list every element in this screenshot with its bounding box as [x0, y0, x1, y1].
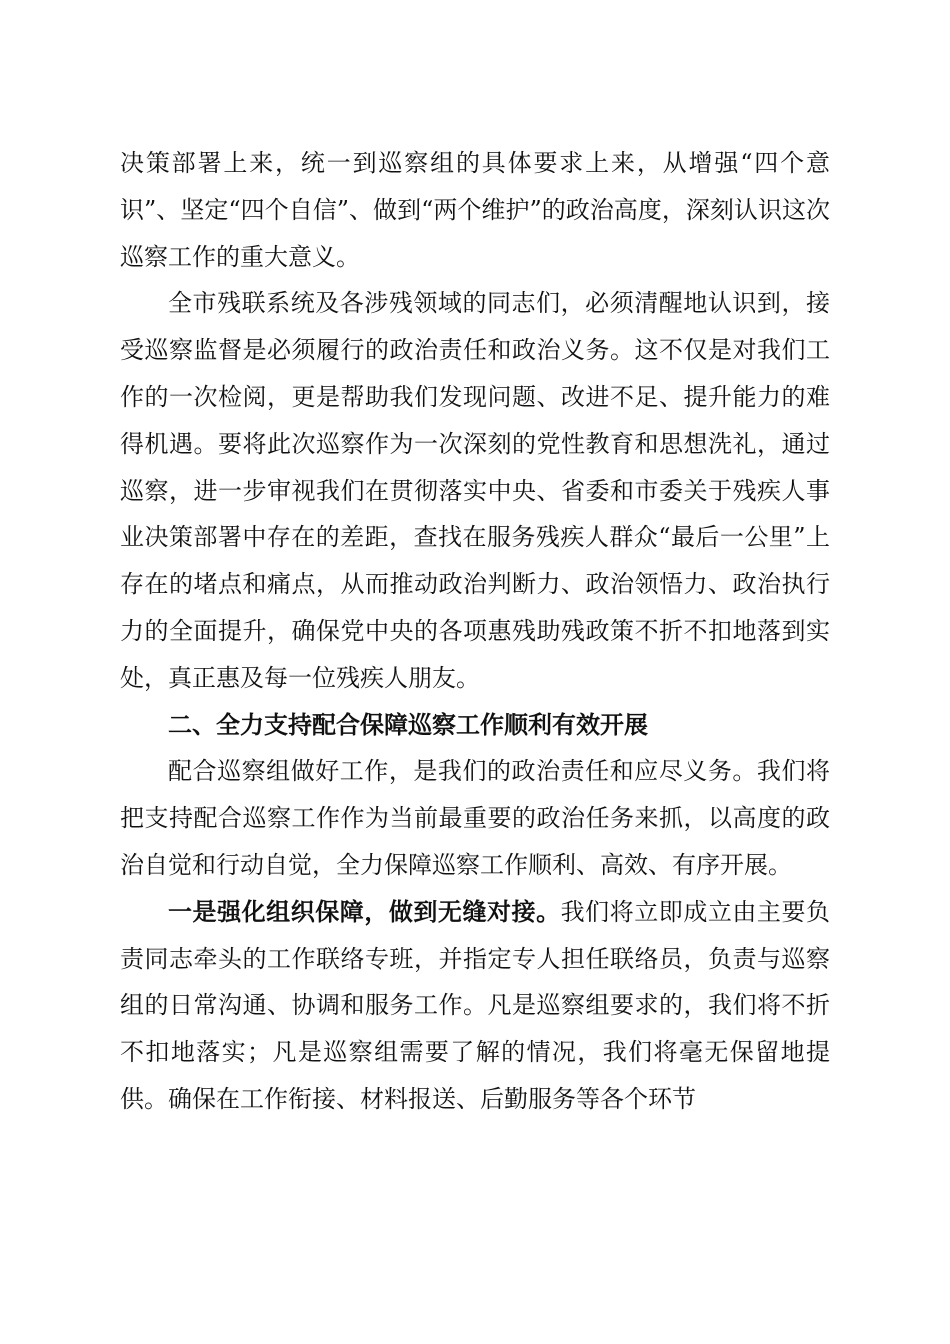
- paragraph-cooperation: 配合巡察组做好工作，是我们的政治责任和应尽义务。我们将把支持配合巡察工作作为当前最重要的政治任务来抓，以高度的政治自觉和行动自觉，全力保障巡察工作顺利、高效、有序开展。: [120, 757, 830, 879]
- paragraph-body-text: 我们将立即成立由主要负责同志牵头的工作联络专班，并指定专人担任联络员，负责与巡察组的日常沟通、协调和服务工作。凡是巡察组要求的，我们将不折不扣地落实；凡是巡察组需要了解的情况，我们将毫无保留地提供。确保在工作衔接、材料报送、后勤服务等各个环节: [120, 897, 831, 1113]
- paragraph-lead-phrase: 一是强化组织保障，做到无缝对接。: [168, 896, 561, 926]
- section-heading-2: 二、全力支持配合保障巡察工作顺利有效开展: [168, 710, 648, 739]
- paragraph-supervision-duty: 全市残联系统及各涉残领域的同志们，必须清醒地认识到，接受巡察监督是必须履行的政治责任和政治义务。这不仅是对我们工作的一次检阅，更是帮助我们发现问题、改进不足、提升能力的难得机遇。要将此次巡察作为一次深刻的党性教育和思想洗礼，通过巡察，进一步审视我们在贯彻落实中央、省委和市委关于残疾人事业决策部署中存在的差距，查找在服务残疾人群众“最后一公里”上存在的堵点和痛点，从而推动政治判断力、政治领悟力、政治执行力的全面提升，确保党中央的各项惠残助残政策不折不扣地落到实处，真正惠及每一位残疾人朋友。: [120, 289, 830, 692]
- paragraph-continued: 决策部署上来，统一到巡察组的具体要求上来，从增强“四个意识”、坚定“四个自信”、做到“两个维护”的政治高度，深刻认识这次巡察工作的重大意义。: [120, 149, 830, 271]
- document-body: [120, 140, 830, 1123]
- paragraph-organization-guarantee: [120, 889, 830, 1123]
